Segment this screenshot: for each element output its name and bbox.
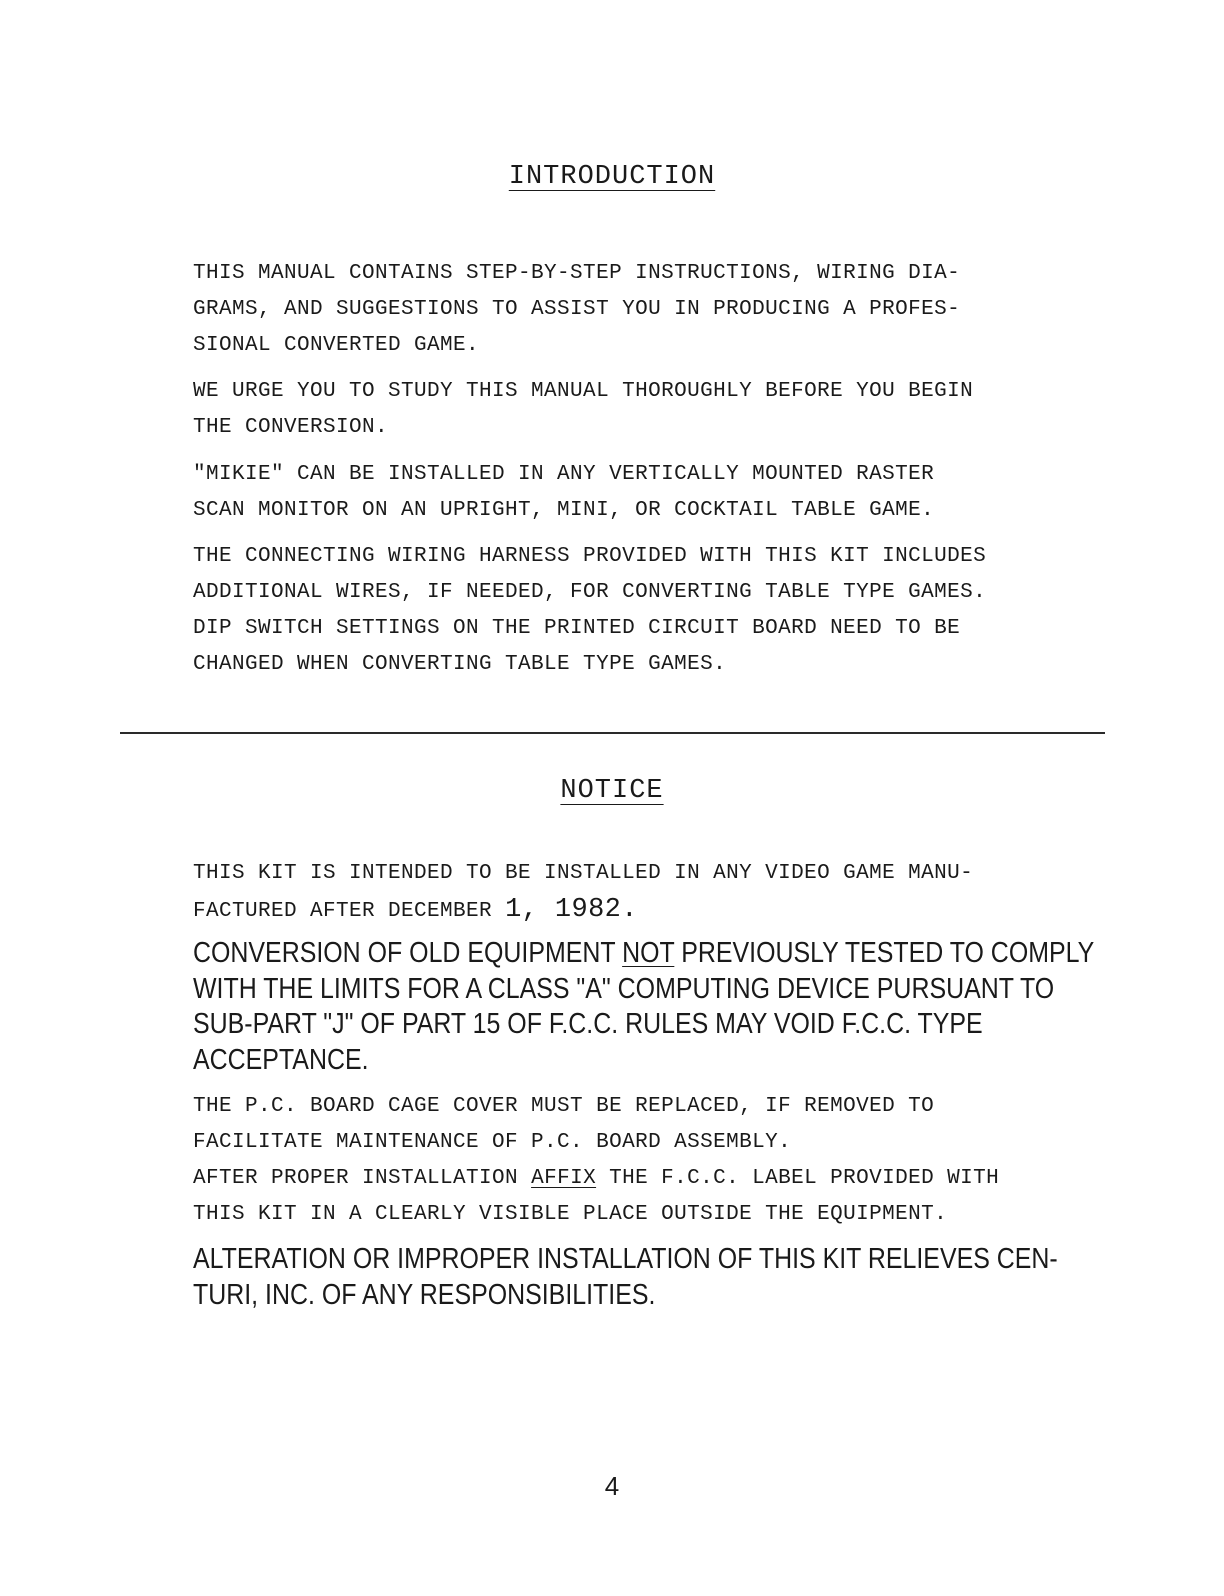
text-line: CHANGED WHEN CONVERTING TABLE TYPE GAMES. — [193, 653, 727, 676]
intro-paragraph-1 — [193, 256, 1093, 364]
text-line: TURI, INC. OF ANY RESPONSIBILITIES. — [193, 1278, 656, 1311]
text-line: ACCEPTANCE. — [193, 1043, 369, 1076]
notice-paragraph-2 — [193, 936, 1095, 1078]
text-segment: AFTER PROPER INSTALLATION — [193, 1167, 532, 1190]
text-segment: THE F.C.C. LABEL PROVIDED WITH — [596, 1167, 1000, 1190]
text-line: ADDITIONAL WIRES, IF NEEDED, FOR CONVERTING TABLE TYPE GAMES. — [193, 581, 987, 604]
introduction-heading-text: INTRODUCTION — [508, 162, 716, 192]
text-line — [193, 936, 1095, 972]
text-line: DIP SWITCH SETTINGS ON THE PRINTED CIRCUIT BOARD NEED TO BE — [193, 617, 961, 640]
intro-paragraph-2 — [193, 374, 1093, 446]
introduction-heading — [0, 162, 1224, 192]
text-line: THIS MANUAL CONTAINS STEP-BY-STEP INSTRUCTIONS, WIRING DIA- — [193, 262, 961, 285]
text-line: THE CONVERSION. — [193, 416, 389, 439]
text-line: WE URGE YOU TO STUDY THIS MANUAL THOROUGHLY BEFORE YOU BEGIN — [193, 380, 974, 403]
text-line: GRAMS, AND SUGGESTIONS TO ASSIST YOU IN PRODUCING A PROFES- — [193, 298, 961, 321]
text-line: WITH THE LIMITS FOR A CLASS "A" COMPUTING DEVICE PURSUANT TO — [193, 972, 1055, 1005]
notice-heading-text: NOTICE — [560, 776, 664, 806]
text-line: "MIKIE" CAN BE INSTALLED IN ANY VERTICALLY MOUNTED RASTER — [193, 463, 935, 486]
notice-heading — [0, 776, 1224, 806]
notice-paragraph-4 — [193, 1242, 1058, 1313]
text-segment: CONVERSION OF OLD EQUIPMENT — [193, 937, 623, 969]
text-line: THIS KIT IS INTENDED TO BE INSTALLED IN ANY VIDEO GAME MANU- — [193, 862, 974, 885]
text-segment: FACTURED AFTER DECEMBER — [193, 900, 506, 923]
intro-paragraph-3 — [193, 457, 1093, 529]
text-line: ALTERATION OR IMPROPER INSTALLATION OF THIS KIT RELIEVES CEN- — [193, 1243, 1058, 1275]
text-line — [193, 1161, 1093, 1197]
text-line — [193, 892, 1093, 930]
notice-paragraph-1 — [193, 856, 1093, 930]
intro-paragraph-4 — [193, 539, 1093, 683]
text-line: THIS KIT IN A CLEARLY VISIBLE PLACE OUTSIDE THE EQUIPMENT. — [193, 1203, 948, 1226]
text-line: THE P.C. BOARD CAGE COVER MUST BE REPLACED, IF REMOVED TO — [193, 1095, 935, 1118]
text-line: FACILITATE MAINTENANCE OF P.C. BOARD ASSEMBLY. — [193, 1131, 792, 1154]
text-segment: PREVIOUSLY TESTED TO COMPLY — [674, 937, 1095, 969]
section-divider — [120, 732, 1105, 734]
date-text: 1, 1982. — [505, 895, 638, 925]
underlined-word: AFFIX — [531, 1167, 597, 1190]
text-line: SIONAL CONVERTED GAME. — [193, 334, 480, 357]
text-line: SUB-PART "J" OF PART 15 OF F.C.C. RULES MAY VOID F.C.C. TYPE — [193, 1008, 983, 1040]
text-line: SCAN MONITOR ON AN UPRIGHT, MINI, OR COCKTAIL TABLE GAME. — [193, 499, 935, 522]
page-number: 4 — [604, 1471, 620, 1501]
underlined-word: NOT — [622, 937, 675, 969]
notice-paragraph-3 — [193, 1089, 1093, 1233]
text-line: THE CONNECTING WIRING HARNESS PROVIDED WITH THIS KIT INCLUDES — [193, 545, 987, 568]
